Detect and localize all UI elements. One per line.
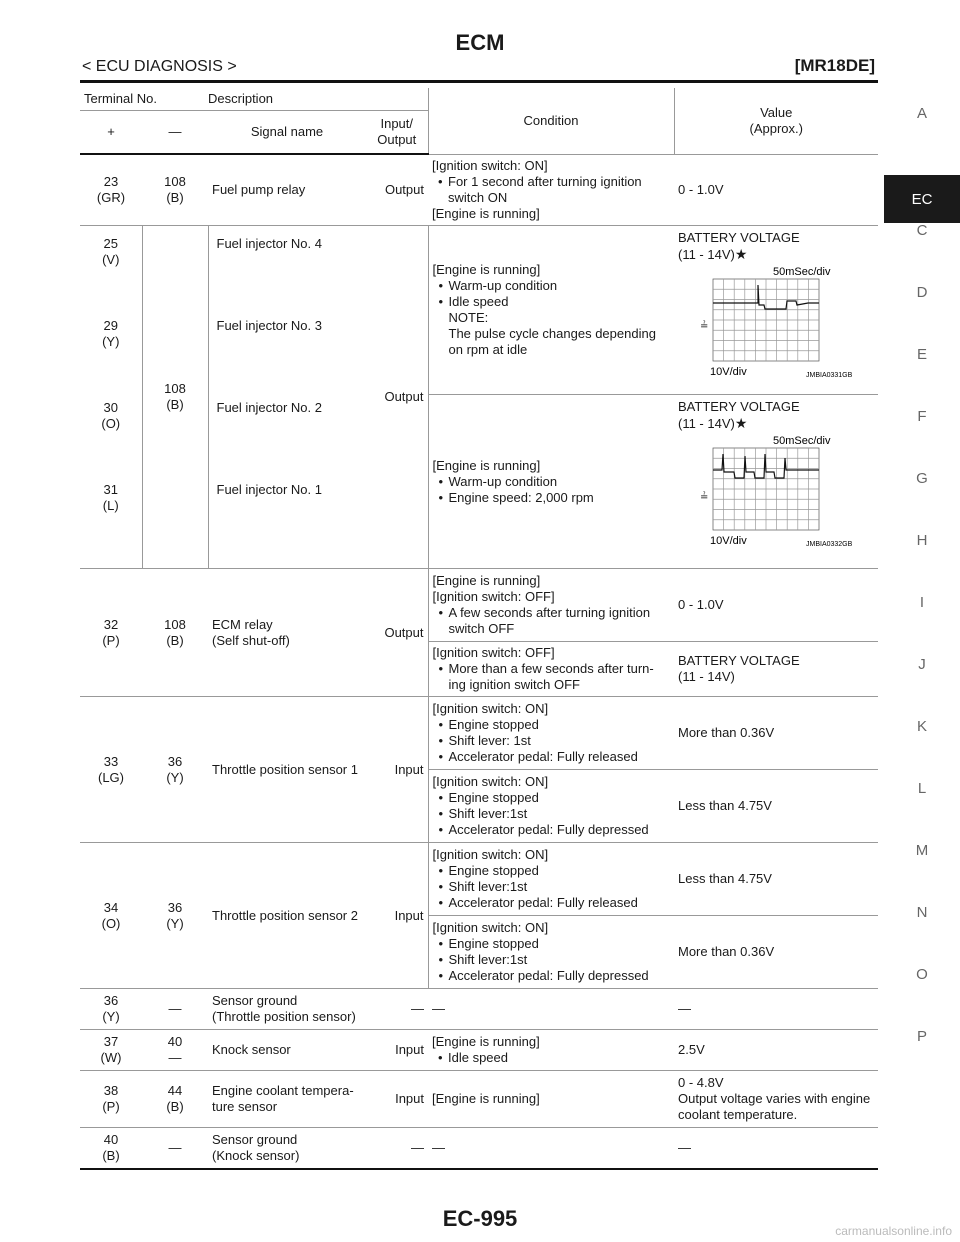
condition <box>428 843 674 916</box>
wire-color: — <box>168 1050 182 1065</box>
signal-line: (Self shut-off) <box>212 632 290 648</box>
condition-line: [Engine is running] <box>432 1034 540 1049</box>
io: — <box>366 1128 428 1170</box>
signal-line: Engine coolant tempera- <box>212 1083 354 1098</box>
wire-color: (Y) <box>166 915 184 931</box>
wave-time-div: 50mSec/div <box>773 435 831 448</box>
th-signal-name: Signal name <box>208 111 366 155</box>
condition <box>428 1030 674 1071</box>
condition <box>428 226 674 395</box>
section-index <box>884 104 960 1089</box>
value: — <box>674 1128 878 1170</box>
terminal-no: 44 <box>167 1083 183 1098</box>
plus-cell <box>80 1030 142 1071</box>
minus-cell <box>142 843 208 989</box>
condition: — <box>428 1128 674 1170</box>
condition-item: • Accelerator pedal: Fully depressed <box>433 968 671 984</box>
condition-item: • Shift lever:1st <box>433 879 671 895</box>
value <box>674 226 878 395</box>
io: Output <box>366 569 428 697</box>
terminal-no: 40 <box>167 1034 183 1049</box>
wire-color: (B) <box>166 1099 184 1114</box>
value: More than 0.36V <box>674 697 878 770</box>
terminal-no: 38 <box>103 1083 119 1098</box>
wire-color: (P) <box>102 1099 120 1114</box>
condition-item: • Shift lever: 1st <box>433 733 671 749</box>
wire-color: (B) <box>166 397 184 412</box>
terminal-no: 108 <box>164 174 186 189</box>
index-letter-p[interactable]: P <box>916 1028 927 1045</box>
table-row <box>80 569 878 642</box>
condition: [Engine is running] <box>428 1071 674 1128</box>
index-letter-a[interactable]: A <box>916 105 927 122</box>
minus-cell <box>142 226 208 569</box>
terminal-no: 36 <box>103 993 119 1008</box>
value: 0 - 1.0V <box>674 154 878 226</box>
breadcrumb: < ECU DIAGNOSIS > <box>82 58 237 75</box>
io: Input <box>366 1071 428 1128</box>
plus-cell <box>80 1128 142 1170</box>
terminal-no: 40 <box>103 1132 119 1147</box>
terminal-no: 108 <box>164 381 186 396</box>
th-io-line2: Output <box>377 132 417 147</box>
wire-color: (W) <box>100 1050 122 1065</box>
signal-line: ECM relay <box>212 616 273 632</box>
table-row <box>80 843 878 916</box>
wire-color: (O) <box>101 416 121 431</box>
terminal-no: 30 <box>103 400 118 415</box>
condition-line: [Engine is running] <box>432 205 540 221</box>
wire-color: (P) <box>102 632 120 648</box>
plus-cell <box>80 569 142 697</box>
terminal-no: 36 <box>167 899 183 915</box>
condition-item: • More than a few seconds after turn-ing ignition switch OFF <box>433 661 671 693</box>
header-rule <box>80 80 878 83</box>
signal-name: Throttle position sensor 1 <box>208 697 366 843</box>
condition <box>428 154 674 226</box>
wire-color: (Y) <box>102 334 120 349</box>
value-line: BATTERY VOLTAGE <box>678 653 800 668</box>
minus-cell <box>142 1030 208 1071</box>
figure-id: JMBIA0331GB <box>806 372 853 379</box>
th-io <box>366 111 428 155</box>
index-letter-e[interactable]: E <box>916 346 927 363</box>
signal-name <box>208 1128 366 1170</box>
terminal-no: 37 <box>103 1034 119 1049</box>
th-io-line1: Input/ <box>380 116 414 131</box>
terminal-no: 36 <box>167 753 183 769</box>
condition-line: [Engine is running] <box>432 457 541 473</box>
condition-line: [Ignition switch: ON] <box>432 847 549 862</box>
io: Input <box>366 697 428 843</box>
plus-cell <box>80 697 142 843</box>
value-line: (11 - 14V) <box>678 247 735 262</box>
condition: — <box>428 989 674 1030</box>
signal-name <box>208 989 366 1030</box>
signal-name <box>208 569 366 697</box>
index-letter-k[interactable]: K <box>916 718 927 735</box>
svg-text:≟: ≟ <box>700 492 709 504</box>
signal-name: Fuel pump relay <box>208 154 366 226</box>
note-label: NOTE: <box>448 310 489 326</box>
index-letter-i[interactable]: I <box>919 594 925 611</box>
condition-item: • Accelerator pedal: Fully released <box>433 895 671 911</box>
value: Less than 4.75V <box>674 843 878 916</box>
condition-item: • Shift lever:1st <box>433 952 671 968</box>
th-minus: — <box>142 111 208 155</box>
condition-line: [Ignition switch: ON] <box>432 157 548 173</box>
io: Output <box>366 226 428 569</box>
index-letter-h[interactable]: H <box>916 532 928 549</box>
minus-cell <box>142 154 208 226</box>
wire-color: (L) <box>102 498 119 513</box>
wire-color: (V) <box>102 252 120 267</box>
condition-line: [Ignition switch: OFF] <box>432 645 555 660</box>
terminal-no: 34 <box>103 899 119 915</box>
signal-name <box>208 1071 366 1128</box>
index-letter-f[interactable]: F <box>917 408 927 425</box>
value: Less than 4.75V <box>674 770 878 843</box>
table-row <box>80 226 878 395</box>
value-line: BATTERY VOLTAGE <box>678 399 800 415</box>
wire-color: (LG) <box>98 769 124 785</box>
condition-item: • Engine stopped <box>433 790 671 806</box>
io: Input <box>366 1030 428 1071</box>
table-row <box>80 989 878 1030</box>
index-letter-n[interactable]: N <box>916 904 928 921</box>
condition-item: • For 1 second after turning ignition switch ON <box>432 174 670 206</box>
signal-line: Sensor ground <box>212 1132 298 1147</box>
plus-cell <box>80 226 142 569</box>
signal-name: Throttle position sensor 2 <box>208 843 366 989</box>
plus-cell <box>80 1071 142 1128</box>
minus-cell <box>142 697 208 843</box>
star-icon: ★ <box>734 415 748 432</box>
condition-line: [Ignition switch: OFF] <box>432 589 555 604</box>
injector-name: Fuel injector No. 1 <box>216 482 322 497</box>
terminal-no: 29 <box>103 318 118 333</box>
th-description: Description <box>208 88 428 111</box>
th-plus: + <box>80 111 142 155</box>
condition-item: • Accelerator pedal: Fully released <box>433 749 671 765</box>
condition-item: • Engine stopped <box>433 863 671 879</box>
condition-line: [Ignition switch: ON] <box>432 920 549 935</box>
value-line: (11 - 14V) <box>678 416 735 432</box>
oscilloscope-waveform <box>678 434 874 552</box>
value <box>674 395 878 569</box>
terminal-table <box>80 88 878 1170</box>
wave-volt-div: 10V/div <box>710 535 747 548</box>
minus-cell: — <box>142 989 208 1030</box>
condition-item: • Idle speed <box>433 294 671 310</box>
terminal-no: 23 <box>103 174 119 189</box>
injector-name: Fuel injector No. 2 <box>216 400 322 415</box>
condition <box>428 770 674 843</box>
condition-item: • Engine stopped <box>433 717 671 733</box>
condition-line: [Ignition switch: ON] <box>432 701 549 716</box>
table-row <box>80 1030 878 1071</box>
terminal-no: 108 <box>164 616 186 632</box>
injector-name: Fuel injector No. 4 <box>216 236 322 251</box>
value <box>674 1071 878 1128</box>
minus-cell <box>142 569 208 697</box>
signal-line: (Throttle position sensor) <box>212 1009 356 1024</box>
index-letter-g[interactable]: G <box>916 470 928 487</box>
signal-line: Sensor ground <box>212 993 298 1008</box>
value: 0 - 1.0V <box>674 569 878 642</box>
condition <box>428 642 674 697</box>
signal-name <box>208 226 366 569</box>
minus-cell <box>142 1071 208 1128</box>
wire-color: (B) <box>166 632 184 648</box>
io: — <box>366 989 428 1030</box>
th-value <box>674 88 878 154</box>
wire-color: (GR) <box>96 190 126 205</box>
wire-color: (Y) <box>102 1009 120 1024</box>
table-row <box>80 1128 878 1170</box>
wire-color: (O) <box>101 915 121 931</box>
terminal-no: 32 <box>103 616 119 632</box>
figure-id: JMBIA0332GB <box>806 541 853 549</box>
wave-volt-div: 10V/div <box>710 366 747 378</box>
th-value-line2: (Approx.) <box>749 120 803 136</box>
value: — <box>674 989 878 1030</box>
index-letter-m[interactable]: M <box>915 842 929 859</box>
condition-item: • Engine speed: 2,000 rpm <box>433 490 671 506</box>
value-line: (11 - 14V) <box>678 669 735 684</box>
index-letter-d[interactable]: D <box>916 284 928 301</box>
condition <box>428 916 674 989</box>
wave-time-div: 50mSec/div <box>773 266 831 278</box>
value-line: BATTERY VOLTAGE <box>678 230 800 245</box>
minus-cell: — <box>142 1128 208 1170</box>
condition-item: • A few seconds after turning ignition switch OFF <box>433 605 671 637</box>
plus-cell <box>80 989 142 1030</box>
condition-line: [Engine is running] <box>432 573 541 588</box>
condition-item: • Engine stopped <box>433 936 671 952</box>
th-condition: Condition <box>428 88 674 154</box>
plus-cell <box>80 154 142 226</box>
wire-color: (Y) <box>166 769 184 785</box>
index-letter-l[interactable]: L <box>917 780 927 797</box>
condition-line: [Engine is running] <box>432 262 541 278</box>
condition-item: • Idle speed <box>432 1050 670 1066</box>
value <box>674 642 878 697</box>
star-icon: ★ <box>734 246 748 262</box>
watermark: carmanualsonline.info <box>835 1224 952 1238</box>
injector-name: Fuel injector No. 3 <box>216 318 322 333</box>
io: Input <box>366 843 428 989</box>
th-value-line1: Value <box>760 104 793 120</box>
condition-item: • Warm-up condition <box>433 474 671 490</box>
value: More than 0.36V <box>674 916 878 989</box>
condition <box>428 395 674 569</box>
index-letter-o[interactable]: O <box>916 966 928 983</box>
index-letter-j[interactable]: J <box>918 656 926 673</box>
svg-text:≟: ≟ <box>700 321 709 332</box>
page-title: ECM <box>455 30 505 55</box>
table-row <box>80 697 878 770</box>
wire-color: (B) <box>166 190 184 205</box>
value-line: Output voltage varies with engine coolant temperature. <box>678 1091 871 1122</box>
condition-item: • Accelerator pedal: Fully depressed <box>433 822 671 838</box>
value-line: 0 - 4.8V <box>678 1075 724 1090</box>
wire-color: (B) <box>102 1148 120 1163</box>
terminal-no: 31 <box>103 482 118 497</box>
signal-line: ture sensor <box>212 1099 278 1114</box>
condition-item: • Shift lever:1st <box>433 806 671 822</box>
oscilloscope-waveform <box>678 265 874 383</box>
io: Output <box>366 154 428 226</box>
condition-item: • Warm-up condition <box>433 278 671 294</box>
terminal-no: 25 <box>103 236 118 251</box>
index-letter-ec[interactable]: EC <box>884 175 960 223</box>
index-letter-c[interactable]: C <box>916 222 928 239</box>
table-row <box>80 1071 878 1128</box>
page-number: EC-995 <box>442 1206 518 1231</box>
condition <box>428 569 674 642</box>
value: 2.5V <box>674 1030 878 1071</box>
plus-cell <box>80 843 142 989</box>
th-terminal-no: Terminal No. <box>80 88 208 111</box>
table-row <box>80 154 878 226</box>
condition-line: [Ignition switch: ON] <box>432 774 549 789</box>
condition <box>428 697 674 770</box>
note-text: The pulse cycle changes depending on rpm at idle <box>448 326 656 358</box>
model-label: [MR18DE] <box>794 56 875 75</box>
signal-name: Knock sensor <box>208 1030 366 1071</box>
terminal-no: 33 <box>103 753 119 769</box>
signal-line: (Knock sensor) <box>212 1148 300 1163</box>
